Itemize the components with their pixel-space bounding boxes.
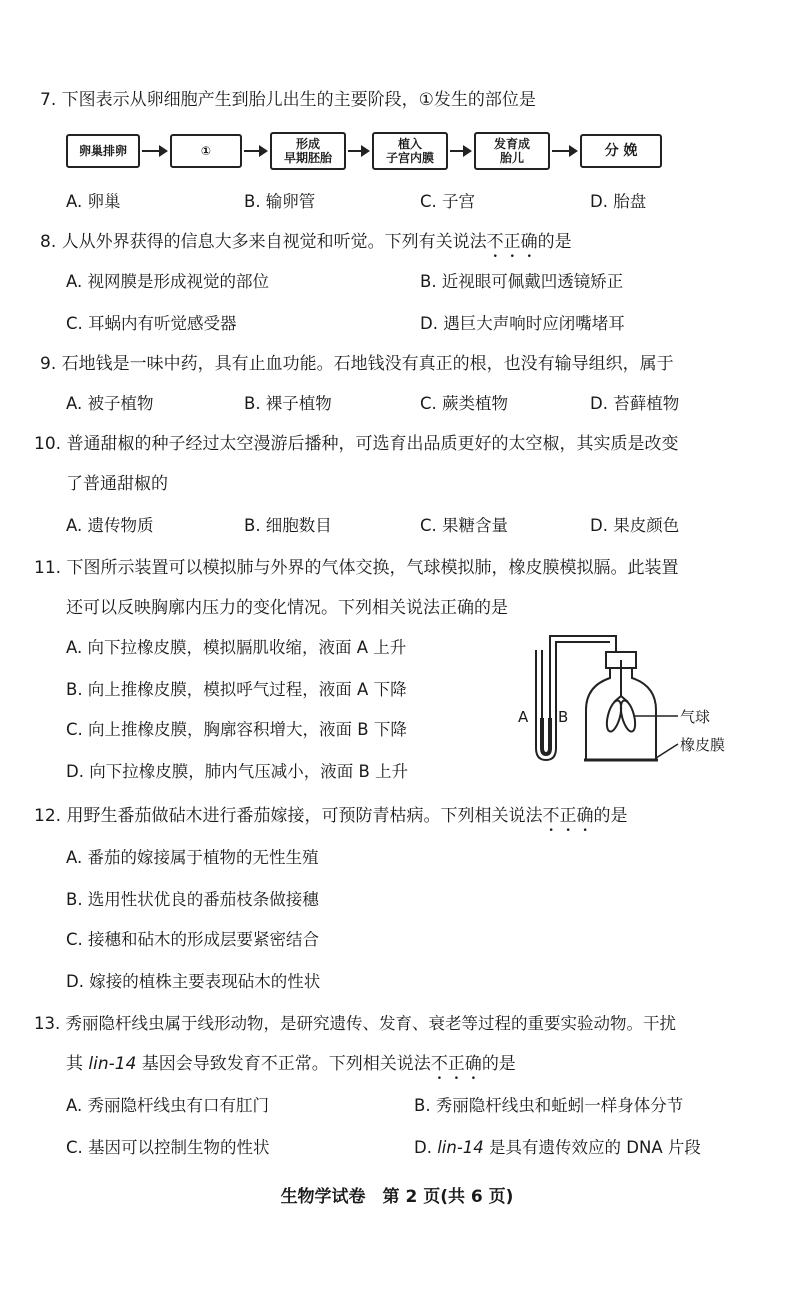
q12-option-a[interactable]: A. 番茄的嫁接属于植物的无性生殖: [66, 848, 319, 867]
page-footer: 生物学试卷 第 2 页(共 6 页): [280, 1187, 514, 1207]
q10-option-c[interactable]: C. 果糖含量: [420, 516, 509, 535]
q12-stem-emphasis: 不正确: [542, 806, 594, 826]
flow-step-6: 分 娩: [580, 134, 662, 168]
q9-option-c[interactable]: C. 蕨类植物: [420, 394, 509, 413]
flow-arrow: [450, 150, 470, 152]
q13-option-c[interactable]: C. 基因可以控制生物的性状: [66, 1138, 270, 1157]
q10-option-a[interactable]: A. 遗传物质: [66, 516, 154, 535]
q8-option-c[interactable]: C. 耳蜗内有听觉感受器: [66, 314, 237, 333]
q9-option-a[interactable]: A. 被子植物: [66, 394, 154, 413]
q7-stem: 7. 下图表示从卵细胞产生到胎儿出生的主要阶段，①发生的部位是: [40, 90, 536, 110]
q13-option-d-text: 是具有遗传效应的 DNA 片段: [483, 1138, 701, 1157]
q10-stem-line1: 10. 普通甜椒的种子经过太空漫游后播种，可选育出品质更好的太空椒，其实质是改变: [34, 434, 679, 454]
figure-label-b: B: [558, 708, 569, 726]
q13-stem-emphasis: 不正确: [430, 1054, 482, 1074]
q8-option-d[interactable]: D. 遇巨大声响时应闭嘴堵耳: [420, 314, 625, 333]
q8-option-b[interactable]: B. 近视眼可佩戴凹透镜矫正: [420, 272, 624, 291]
flow-step-1: 卵巢排卵: [66, 134, 140, 168]
q11-stem-line2: 还可以反映胸廓内压力的变化情况。下列相关说法正确的是: [66, 598, 508, 618]
q11-option-d[interactable]: D. 向下拉橡皮膜，肺内气压减小，液面 B 上升: [66, 762, 409, 781]
q9-stem: 9. 石地钱是一味中药，具有止血功能。石地钱没有真正的根，也没有输导组织，属于: [40, 354, 674, 374]
q7-option-c[interactable]: C. 子宫: [420, 192, 476, 211]
figure-label-a: A: [518, 708, 529, 726]
q13-stem-line2: [66, 1052, 516, 1084]
q13-option-d-gene: lin-14: [437, 1138, 484, 1157]
q13-option-d[interactable]: [414, 1136, 701, 1160]
q8-stem-emphasis: 不正确: [486, 232, 538, 252]
q9-option-d[interactable]: D. 苔藓植物: [590, 394, 680, 413]
q11-option-c[interactable]: C. 向上推橡皮膜，胸廓容积增大，液面 B 下降: [66, 720, 407, 739]
q13-stem-line1: 13. 秀丽隐杆线虫属于线形动物，是研究遗传、发育、衰老等过程的重要实验动物。干扰: [34, 1014, 676, 1033]
membrane-leader: [656, 744, 678, 758]
q11-option-b[interactable]: B. 向上推橡皮膜，模拟呼气过程，液面 A 下降: [66, 680, 407, 699]
figure-label-balloon: 气球: [680, 708, 711, 726]
q12-stem-text: 12. 用野生番茄做砧木进行番茄嫁接，可预防青枯病。下列相关说法: [34, 806, 543, 826]
q10-stem-line2: 了普通甜椒的: [66, 474, 168, 494]
u-tube-inner: [542, 636, 616, 754]
q11-stem-line1: 11. 下图所示装置可以模拟肺与外界的气体交换，气球模拟肺，橡皮膜模拟膈。此装置: [34, 558, 679, 578]
q13-stem-start: 其: [66, 1054, 89, 1074]
q9-option-b[interactable]: B. 裸子植物: [244, 394, 332, 413]
flow-step-5: 发育成 胎儿: [474, 132, 550, 170]
q8-option-a[interactable]: A. 视网膜是形成视觉的部位: [66, 272, 269, 291]
q13-option-a[interactable]: A. 秀丽隐杆线虫有口有肛门: [66, 1096, 269, 1115]
flow-arrow: [348, 150, 368, 152]
q12-option-b[interactable]: B. 选用性状优良的番茄枝条做接穗: [66, 890, 319, 909]
q12-option-d[interactable]: D. 嫁接的植株主要表现砧木的性状: [66, 972, 321, 991]
q13-option-b[interactable]: B. 秀丽隐杆线虫和蚯蚓一样身体分节: [414, 1096, 684, 1115]
q7-option-b[interactable]: B. 输卵管: [244, 192, 316, 211]
q8-stem-text: 8. 人从外界获得的信息大多来自视觉和听觉。下列有关说法: [40, 232, 487, 252]
q10-option-d[interactable]: D. 果皮颜色: [590, 516, 680, 535]
flow-arrow: [552, 150, 576, 152]
q13-option-d-letter: D.: [414, 1138, 438, 1157]
figure-label-membrane: 橡皮膜: [680, 736, 726, 754]
q10-option-b[interactable]: B. 细胞数目: [244, 516, 332, 535]
q13-stem-middle: 基因会导致发育不正常。下列相关说法: [136, 1054, 431, 1074]
flow-step-3: 形成 早期胚胎: [270, 132, 346, 170]
q13-stem-end: 的是: [481, 1054, 516, 1074]
q11-option-a[interactable]: A. 向下拉橡皮膜，模拟膈肌收缩，液面 A 上升: [66, 638, 407, 657]
q13-gene-name: lin-14: [88, 1054, 137, 1074]
flow-arrow: [142, 150, 166, 152]
q12-stem: [34, 804, 627, 836]
q12-stem-end: 的是: [593, 806, 628, 826]
flow-step-4: 植入 子宫内膜: [372, 132, 448, 170]
q7-option-a[interactable]: A. 卵巢: [66, 192, 121, 211]
q8-stem: [40, 230, 572, 262]
u-tube-liquid: [542, 718, 550, 754]
balloon-stems: [614, 696, 628, 702]
q7-option-d[interactable]: D. 胎盘: [590, 192, 647, 211]
u-tube: [536, 642, 610, 760]
lung-model-figure: [510, 630, 750, 790]
q8-stem-end: 的是: [537, 232, 572, 252]
q12-option-c[interactable]: C. 接穗和砧木的形成层要紧密结合: [66, 930, 320, 949]
flow-step-2: ①: [170, 134, 242, 168]
flow-arrow: [244, 150, 266, 152]
